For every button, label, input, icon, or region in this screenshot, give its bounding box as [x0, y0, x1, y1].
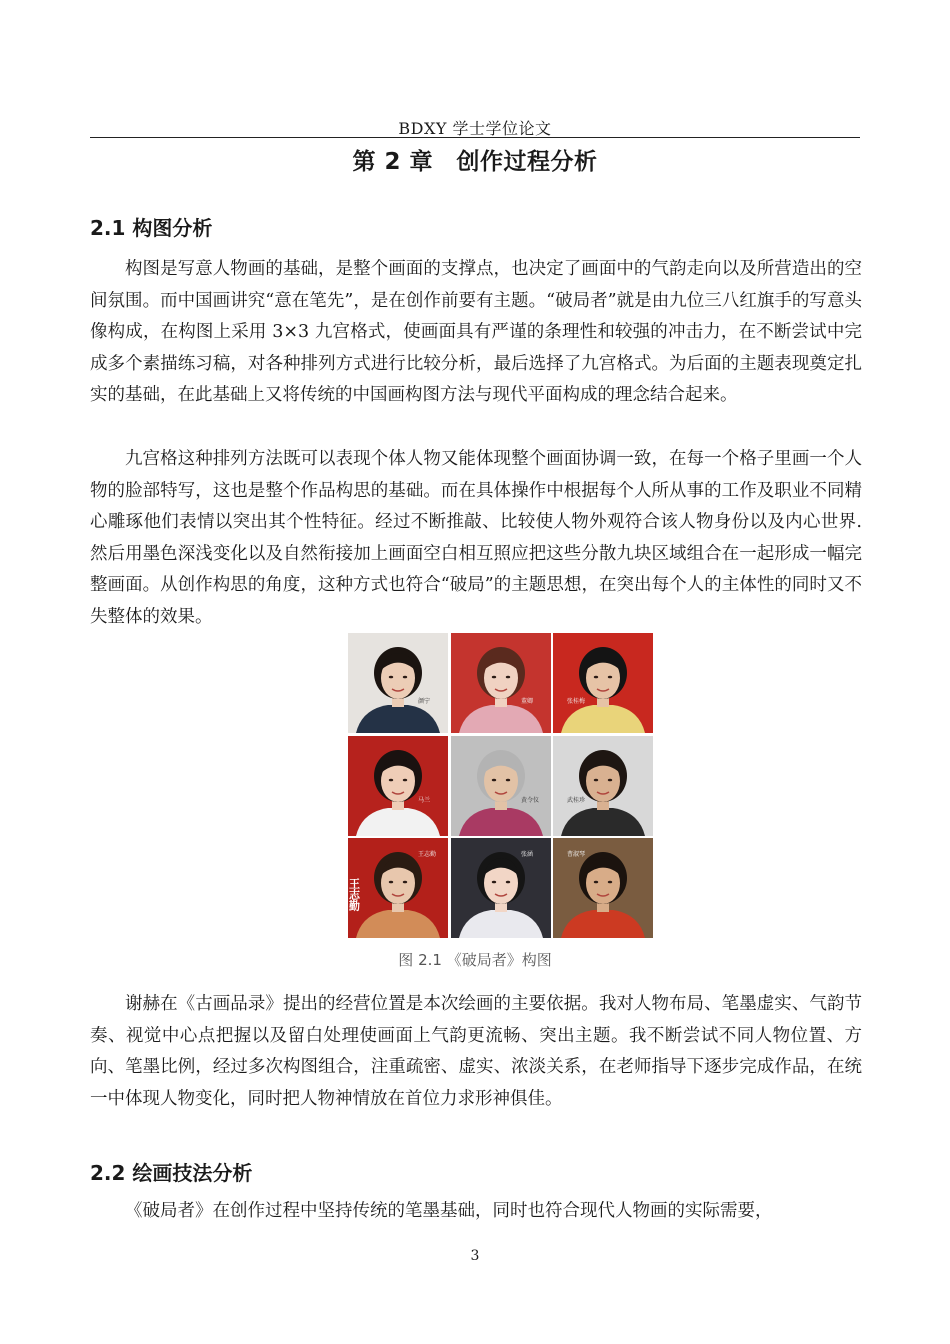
- portrait-overlay-text: 王志勤: [348, 878, 361, 911]
- portrait-cell: [451, 633, 551, 733]
- figure-portrait-grid: [348, 633, 653, 938]
- paragraph-1: 构图是写意人物画的基础，是整个画面的支撑点，也决定了画面中的气韵走向以及所营造出的空间氛围。而中国画讲究“意在笔先”，是在创作前要有主题。“破局者”就是由九位三八红旗手的写意头像构成，在构图上采用 3×3 九宫格式，使画面具有严谨的条理性和较强的冲击力，在不断尝试中完成多个素描练习稿，对各种排列方式进行比较分析，最后选择了九宫格式。为后面的主题表现奠定扎实的基础，在此基础上又将传统的中国画构图方法与现代平面构成的理念结合起来。: [90, 259, 862, 406]
- paragraph-4: 《破局者》在创作过程中坚持传统的笔墨基础，同时也符合现代人物画的实际需要，: [125, 1201, 773, 1221]
- paragraph-3: 谢赫在《古画品录》提出的经营位置是本次绘画的主要依据。我对人物布局、笔墨虚实、气韵节奏、视觉中心点把握以及留白处理使画面上气韵更流畅、突出主题。我不断尝试不同人物位置、方向、笔墨比例，经过多次构图组合，注重疏密、虚实、浓淡关系，在老师指导下逐步完成作品，在统一中体现人物变化，同时把人物神情放在首位力求形神俱佳。: [90, 994, 862, 1109]
- portrait-cell: [553, 838, 653, 938]
- running-header: BDXY 学士学位论文: [398, 119, 552, 138]
- section-heading-2-1: 2.1 构图分析: [90, 216, 213, 240]
- portrait-cell: [451, 838, 551, 938]
- portrait-name-label: 黄令仪: [520, 796, 539, 804]
- portrait-name-label: 颜宁: [418, 698, 431, 705]
- portrait-cell: [451, 736, 551, 836]
- portrait-name-label: 曹淑琴: [567, 851, 586, 858]
- portrait-name-label: 张涵: [520, 851, 533, 858]
- page-number: 3: [470, 1248, 480, 1264]
- portrait-name-label: 武桂珍: [567, 796, 586, 804]
- portrait-cell: [348, 633, 448, 733]
- portrait-cell: [348, 838, 448, 938]
- portrait-name-label: 张桂梅: [567, 698, 586, 705]
- portrait-name-label: 王志勤: [418, 851, 437, 858]
- portrait-cell: [348, 736, 448, 836]
- figure-caption: 图 2.1 《破局者》构图: [398, 951, 552, 969]
- portrait-name-label: 董卿: [520, 698, 533, 705]
- chapter-title: 第 2 章 创作过程分析: [352, 149, 598, 175]
- portrait-name-label: 马兰: [418, 796, 431, 804]
- header-rule: [90, 137, 860, 138]
- portrait-cell: [553, 736, 653, 836]
- section-heading-2-2: 2.2 绘画技法分析: [90, 1161, 253, 1185]
- paragraph-2: 九宫格这种排列方法既可以表现个体人物又能体现整个画面协调一致，在每一个格子里画一个人物的脸部特写，这也是整个作品构思的基础。而在具体操作中根据每个人所从事的工作及职业不同精心雕琢他们表情以突出其个性特征。经过不断推敲、比较使人物外观符合该人物身份以及内心世界.然后用墨色深浅变化以及自然衔接加上画面空白相互照应把这些分散九块区域组合在一起形成一幅完整画面。从创作构思的角度，这种方式也符合“破局”的主题思想，在突出每个人的主体性的同时又不失整体的效果。: [90, 449, 862, 627]
- portrait-cell: [553, 633, 653, 733]
